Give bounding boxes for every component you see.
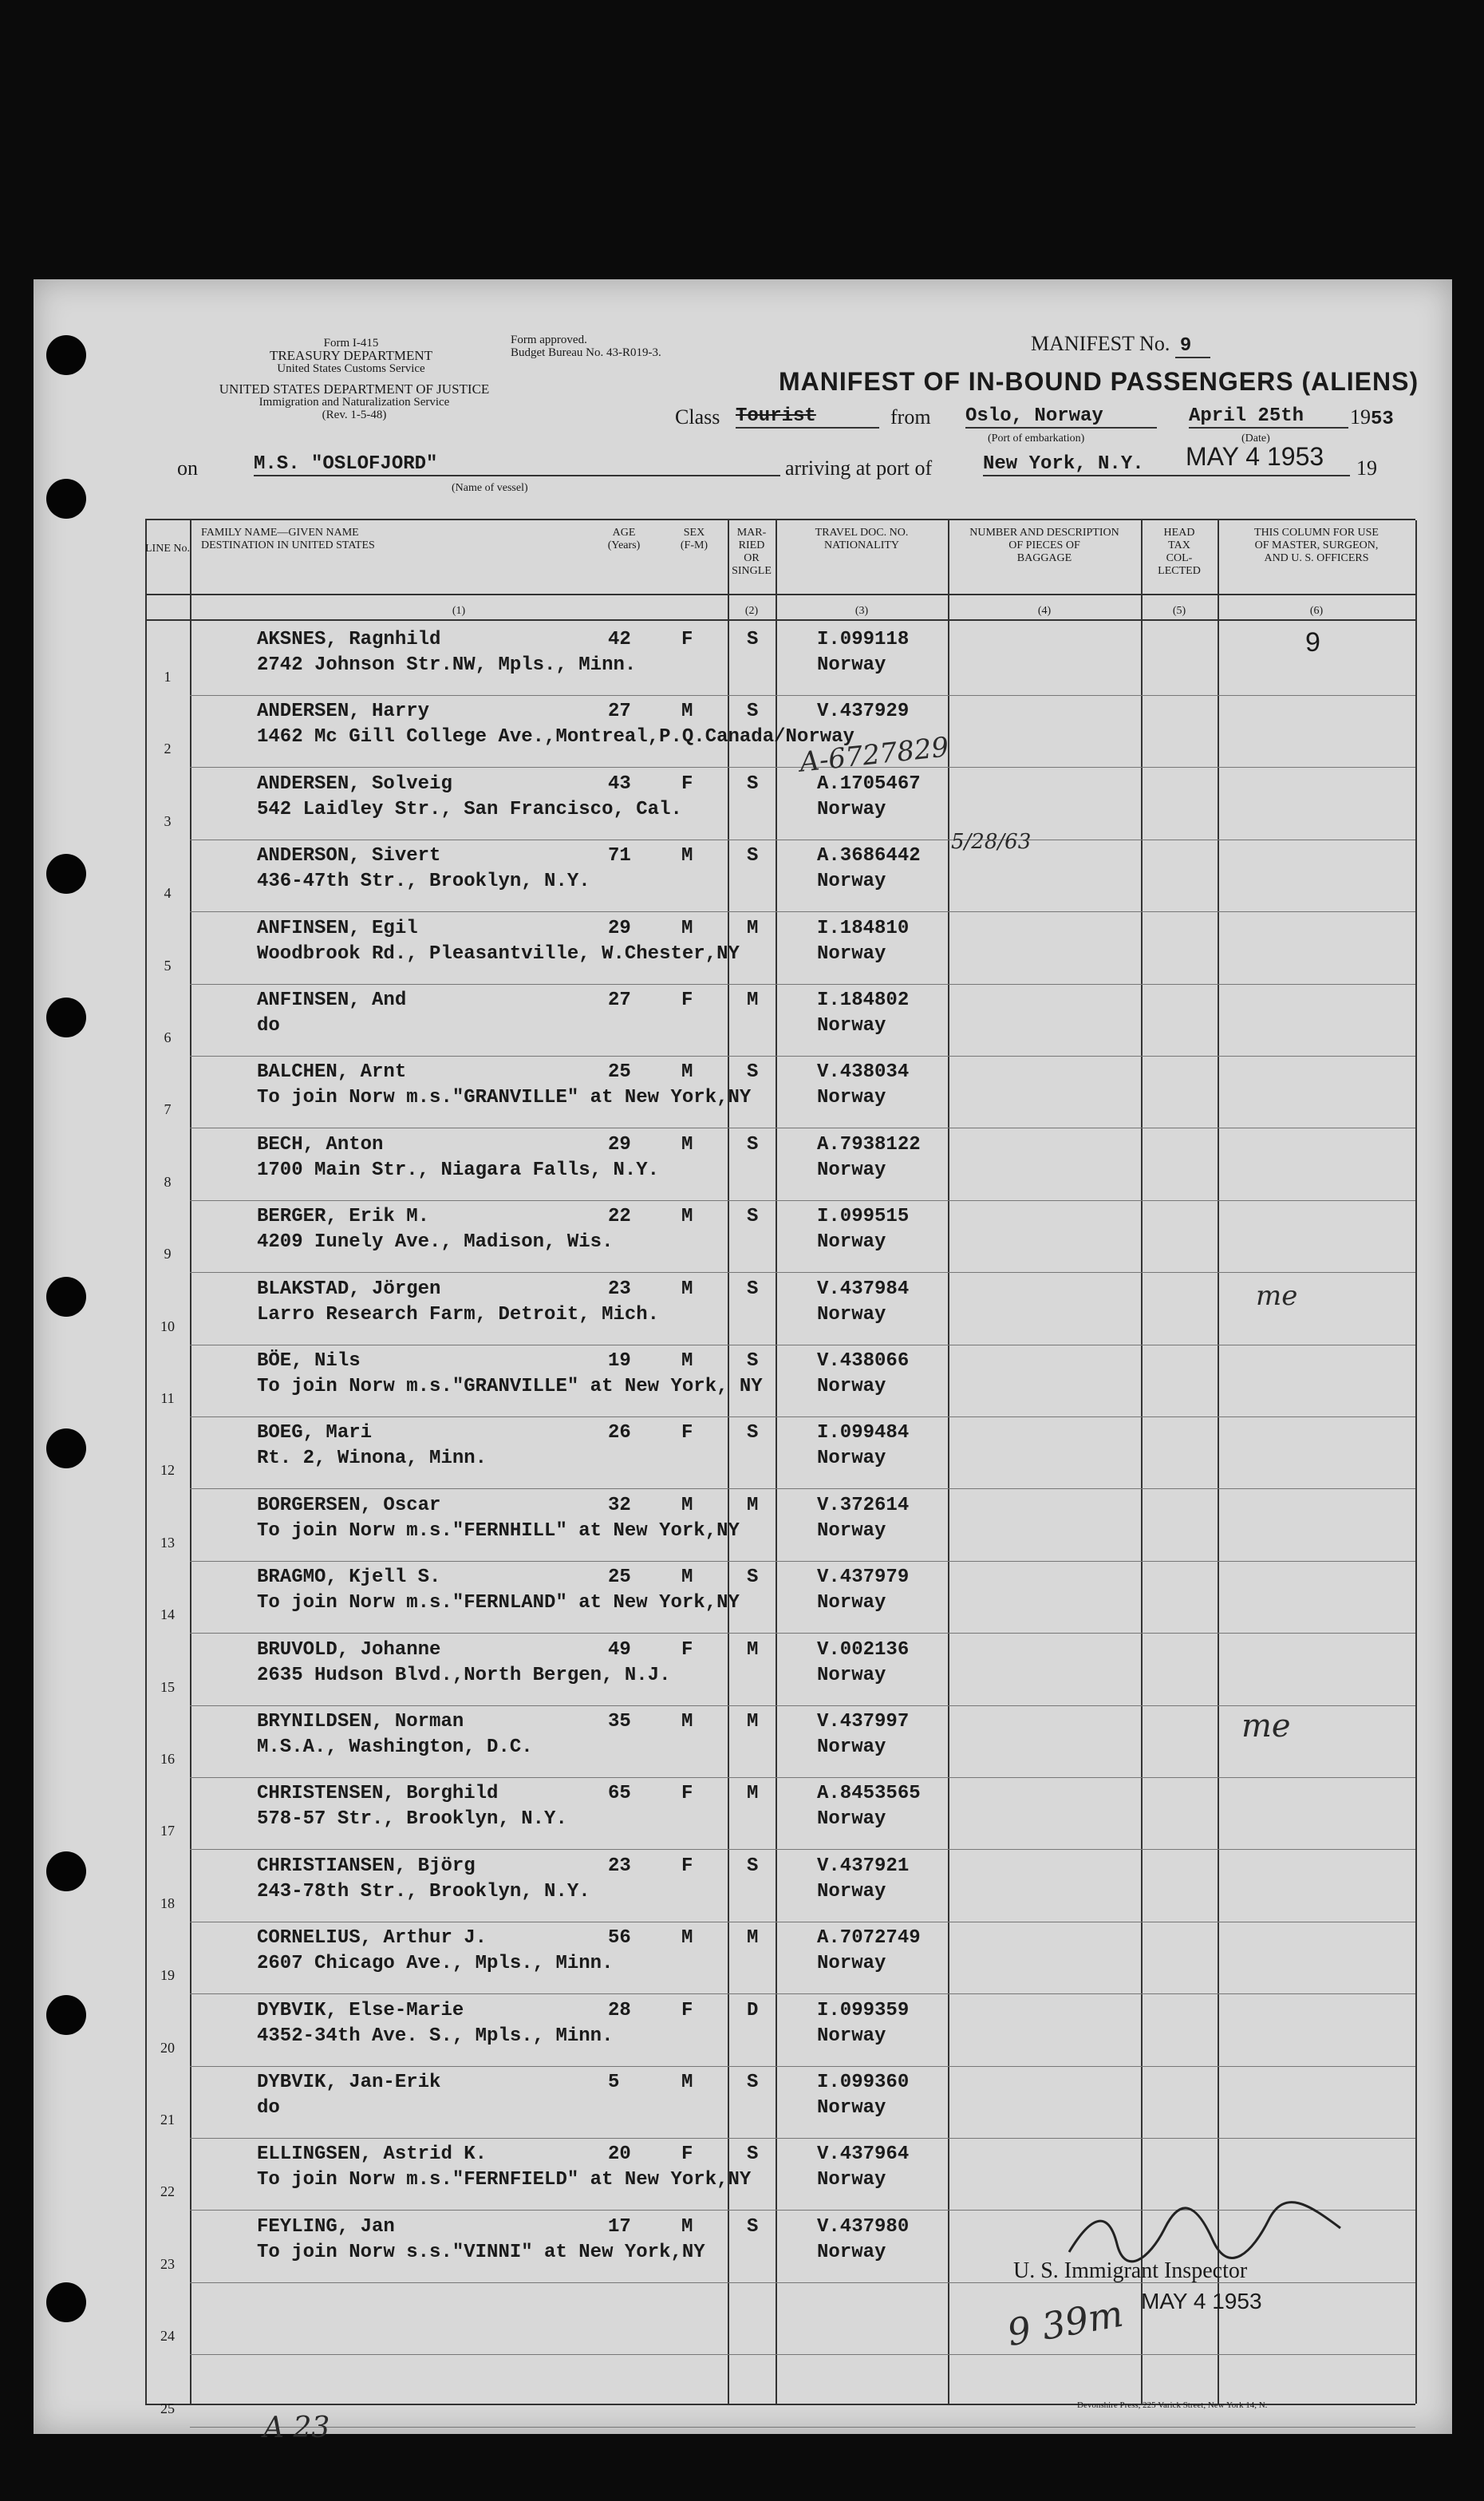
travel-doc-number: V.437979 [817, 1567, 910, 1589]
sex: F [681, 1638, 693, 1661]
col-number-6: (6) [1309, 605, 1324, 617]
marital-status: M [747, 917, 759, 939]
marital-status: S [747, 701, 759, 723]
travel-doc-number: A.7072749 [817, 1927, 921, 1950]
passenger-name: FEYLING, Jan [257, 2215, 395, 2238]
col-line-no: LINE No. [145, 543, 190, 555]
travel-doc-number: I.099118 [817, 629, 910, 650]
punch-hole [46, 854, 86, 894]
ins-title: Immigration and Naturalization Service [259, 396, 450, 409]
table-row [145, 1851, 1415, 1922]
vessel-caption: (Name of vessel) [452, 482, 528, 494]
table-row [145, 1345, 1415, 1417]
travel-doc-number: I.184802 [817, 990, 910, 1011]
passenger-name: ELLINGSEN, Astrid K. [257, 2143, 487, 2166]
line-number: 23 [160, 2255, 175, 2272]
passenger-name: BRUVOLD, Johanne [257, 1638, 441, 1661]
nationality: Norway [817, 1592, 886, 1614]
line-number: 7 [164, 1101, 172, 1118]
sex: F [681, 772, 693, 795]
manifest-number-label: MANIFEST No. 9 [1031, 332, 1210, 357]
marital-status: S [747, 1567, 759, 1589]
col-age: AGE (Years) [607, 527, 641, 551]
age: 23 [608, 1855, 631, 1877]
punch-hole [46, 998, 86, 1037]
line-number: 24 [160, 2328, 175, 2345]
nationality: Norway [817, 1159, 886, 1181]
sex: M [681, 1061, 693, 1084]
age: 65 [608, 1783, 631, 1805]
passenger-name: DYBVIK, Else-Marie [257, 1999, 464, 2021]
line-number: 11 [160, 1390, 175, 1406]
line-number: 15 [160, 1678, 175, 1695]
sex: M [681, 2072, 693, 2093]
col-number-5: (5) [1172, 605, 1186, 617]
destination: 243-78th Str., Brooklyn, N.Y. [257, 1880, 590, 1902]
passenger-name: ANDERSEN, Solveig [257, 772, 452, 795]
passenger-name: AKSNES, Ragnhild [257, 629, 441, 650]
destination: 542 Laidley Str., San Francisco, Cal. [257, 798, 682, 820]
age: 5 [608, 2072, 620, 2093]
nationality: Norway [817, 1736, 886, 1758]
travel-doc-number: V.372614 [817, 1494, 910, 1516]
punch-hole [46, 2282, 86, 2322]
line-number: 12 [160, 1462, 175, 1479]
travel-doc-number: V.437980 [817, 2215, 910, 2238]
destination: do [257, 1015, 280, 1037]
age: 20 [608, 2143, 631, 2166]
travel-doc-number: V.438066 [817, 1350, 910, 1372]
marital-status: S [747, 772, 759, 795]
sex: F [681, 2143, 693, 2166]
age: 29 [608, 917, 631, 939]
col-number-1: (1) [452, 605, 466, 617]
col-number-4: (4) [1037, 605, 1052, 617]
destination: M.S.A., Washington, D.C. [257, 1736, 533, 1758]
sex: M [681, 1567, 693, 1589]
marital-status: S [747, 629, 759, 650]
marital-status: S [747, 2143, 759, 2166]
travel-doc-number: A.3686442 [817, 845, 921, 867]
nationality: Norway [817, 2097, 886, 2119]
col-number-2: (2) [744, 605, 759, 617]
arrival-date-stamp: MAY 4 1953 [1186, 442, 1324, 471]
age: 71 [608, 845, 631, 867]
passenger-name: ANDERSON, Sivert [257, 845, 441, 867]
passenger-table [145, 519, 1415, 2416]
table-row [145, 1995, 1415, 2067]
nationality: Norway [817, 1087, 886, 1109]
age: 19 [608, 1350, 631, 1372]
line-number: 3 [164, 812, 172, 829]
sex: F [681, 629, 693, 650]
sex: M [681, 1711, 693, 1733]
budget-bureau: Budget Bureau No. 43-R019-3. [511, 346, 661, 359]
table-row [145, 1634, 1415, 1706]
table-row [145, 1057, 1415, 1128]
manifest-number: 9 [1175, 335, 1210, 358]
sex: M [681, 2215, 693, 2238]
sex: M [681, 1278, 693, 1300]
travel-doc-number: V.438034 [817, 1061, 910, 1084]
col-number-3: (3) [854, 605, 869, 617]
sex: M [681, 1494, 693, 1516]
sex: F [681, 1999, 693, 2021]
doj-title: UNITED STATES DEPARTMENT OF JUSTICE [219, 381, 490, 397]
travel-doc-number: I.099359 [817, 1999, 910, 2021]
table-row [145, 840, 1415, 912]
marital-status: D [747, 1999, 759, 2021]
marital-status: S [747, 1278, 759, 1300]
destination: 4209 Iunely Ave., Madison, Wis. [257, 1231, 614, 1254]
on-label: on [177, 456, 198, 480]
table-row [145, 1129, 1415, 1201]
age: 56 [608, 1927, 631, 1950]
travel-doc-number: I.099360 [817, 2072, 910, 2093]
destination: 4352-34th Ave. S., Mpls., Minn. [257, 2025, 614, 2047]
vessel-name: M.S. "OSLOFJORD" [254, 453, 780, 476]
line-number: 22 [160, 2183, 175, 2200]
age: 28 [608, 1999, 631, 2021]
passenger-name: ANFINSEN, Egil [257, 917, 418, 939]
destination: do [257, 2097, 280, 2119]
table-row [145, 1922, 1415, 1994]
nationality: Norway [817, 2025, 886, 2047]
col-travel-doc: TRAVEL DOC. NO. NATIONALITY [815, 527, 909, 551]
line-number: 19 [160, 1967, 175, 1984]
table-row [145, 696, 1415, 768]
age: 43 [608, 772, 631, 795]
line-number: 21 [160, 2112, 175, 2128]
destination: Rt. 2, Winona, Minn. [257, 1448, 487, 1470]
age: 17 [608, 2215, 631, 2238]
age: 32 [608, 1494, 631, 1516]
line-number: 4 [164, 885, 172, 902]
row4-handwritten-date: 5/28/63 [951, 830, 1032, 854]
marital-status: M [747, 990, 759, 1011]
passenger-name: BOEG, Mari [257, 1422, 373, 1444]
table-row [145, 1201, 1415, 1273]
line-number: 14 [160, 1606, 175, 1623]
marital-status: M [747, 1783, 759, 1805]
sex: M [681, 1927, 693, 1950]
row1-officer-mark: 9 [1305, 627, 1320, 658]
sex: M [681, 701, 693, 723]
nationality: Norway [817, 1953, 886, 1975]
marital-status: S [747, 1206, 759, 1228]
col-head-tax: HEAD TAX COL- LECTED [1158, 527, 1201, 577]
destination: 578-57 Str., Brooklyn, N.Y. [257, 1808, 567, 1831]
table-row [145, 913, 1415, 985]
year-suffix: 19 [1356, 456, 1377, 480]
age: 42 [608, 629, 631, 650]
line-number: 9 [164, 1246, 172, 1262]
marital-status: S [747, 1133, 759, 1156]
marital-status: S [747, 2072, 759, 2093]
destination: Woodbrook Rd., Pleasantville, W.Chester,NY [257, 942, 740, 965]
punch-hole [46, 1851, 86, 1891]
travel-doc-number: A.8453565 [817, 1783, 921, 1805]
row10-initials: me [1256, 1280, 1298, 1312]
row16-initials: me [1241, 1708, 1291, 1744]
travel-doc-number: I.184810 [817, 917, 910, 939]
travel-doc-number: V.002136 [817, 1638, 910, 1661]
col-baggage: NUMBER AND DESCRIPTION OF PIECES OF BAGGAGE [969, 527, 1119, 564]
sex: F [681, 1855, 693, 1877]
passenger-name: BERGER, Erik M. [257, 1206, 430, 1228]
line-number: 16 [160, 1751, 175, 1767]
embarkation-date: April 25th [1189, 405, 1348, 429]
destination: 1700 Main Str., Niagara Falls, N.Y. [257, 1159, 660, 1181]
doj-block [171, 383, 538, 421]
row3-handwritten-note: A-6727829 [798, 731, 951, 779]
passenger-name: BRYNILDSEN, Norman [257, 1711, 464, 1733]
destination: To join Norw m.s."FERNFIELD" at New York,NY [257, 2169, 752, 2191]
destination: 2607 Chicago Ave., Mpls., Minn. [257, 1953, 614, 1975]
marital-status: S [747, 1855, 759, 1877]
table-row [145, 1417, 1415, 1489]
customs-service: United States Customs Service [277, 362, 425, 375]
form-approved: Form approved. [511, 334, 587, 346]
col-married: MAR- RIED OR SINGLE [732, 527, 772, 577]
form-number: Form I-415 [323, 337, 379, 350]
age: 23 [608, 1278, 631, 1300]
col-sex: SEX (F-M) [680, 527, 708, 551]
nationality: Norway [817, 1231, 886, 1254]
class-label: Class [675, 405, 720, 429]
nationality: Norway [817, 1448, 886, 1470]
line-number: 8 [164, 1173, 172, 1190]
age: 27 [608, 701, 631, 723]
destination: To join Norw m.s."GRANVILLE" at New York,NY [257, 1087, 752, 1109]
line-number: 17 [160, 1823, 175, 1839]
line-number: 5 [164, 957, 172, 974]
line-number: 2 [164, 741, 172, 757]
line-number: 10 [160, 1318, 175, 1334]
sex: M [681, 917, 693, 939]
travel-doc-number: I.099515 [817, 1206, 910, 1228]
passenger-name: ANFINSEN, And [257, 990, 407, 1011]
nationality: Norway [817, 871, 886, 893]
passenger-name: CORNELIUS, Arthur J. [257, 1927, 487, 1950]
table-row [145, 2356, 1415, 2428]
destination: To join Norw m.s."FERNHILL" at New York,NY [257, 1519, 740, 1542]
destination: 2635 Hudson Blvd.,North Bergen, N.J. [257, 1664, 671, 1686]
age: 25 [608, 1567, 631, 1589]
line-number: 13 [160, 1534, 175, 1551]
marital-status: S [747, 1350, 759, 1372]
arrival-port: New York, N.Y. [983, 453, 1350, 476]
year-label: 1953 [1350, 405, 1394, 430]
nationality: Norway [817, 1303, 886, 1326]
col-officers: THIS COLUMN FOR USE OF MASTER, SURGEON, AND U. S. OFFICERS [1254, 527, 1379, 564]
marital-status: M [747, 1711, 759, 1733]
treasury-department: TREASURY DEPARTMENT [269, 348, 433, 363]
punch-hole [46, 1428, 86, 1468]
nationality: Norway [817, 1664, 886, 1686]
marital-status: M [747, 1638, 759, 1661]
age: 26 [608, 1422, 631, 1444]
destination: To join Norw s.s."VINNI" at New York,NY [257, 2241, 705, 2263]
passenger-name: BLAKSTAD, Jörgen [257, 1278, 441, 1300]
passenger-name: BALCHEN, Arnt [257, 1061, 407, 1084]
age: 35 [608, 1711, 631, 1733]
printer-imprint: Devonshire Press, 225 Varick Street, New York 14, N. [1077, 2400, 1268, 2410]
line-number: 1 [164, 669, 172, 685]
travel-doc-number: A.1705467 [817, 772, 921, 795]
nationality: Norway [817, 942, 886, 965]
age: 29 [608, 1133, 631, 1156]
sex: M [681, 845, 693, 867]
inspector-date-stamp: MAY 4 1953 [1141, 2289, 1262, 2313]
travel-doc-number: I.099484 [817, 1422, 910, 1444]
nationality: Norway [817, 1519, 886, 1542]
nationality: Norway [817, 1880, 886, 1902]
form-header-block [239, 337, 463, 375]
age: 25 [608, 1061, 631, 1084]
sex: F [681, 990, 693, 1011]
passenger-name: BORGERSEN, Oscar [257, 1494, 441, 1516]
destination: Larro Research Farm, Detroit, Mich. [257, 1303, 660, 1326]
marital-status: S [747, 2215, 759, 2238]
date-caption: (Date) [1241, 433, 1270, 444]
table-row [145, 1562, 1415, 1634]
age: 27 [608, 990, 631, 1011]
table-row [145, 1706, 1415, 1778]
destination: To join Norw m.s."GRANVILLE" at New York, NY [257, 1376, 763, 1397]
passenger-name: ANDERSEN, Harry [257, 701, 430, 723]
nationality: Norway [817, 1376, 886, 1397]
travel-doc-number: A.7938122 [817, 1133, 921, 1156]
passenger-name: DYBVIK, Jan-Erik [257, 2072, 441, 2093]
destination: 436-47th Str., Brooklyn, N.Y. [257, 871, 590, 893]
nationality: Norway [817, 654, 886, 676]
travel-doc-number: V.437921 [817, 1855, 910, 1877]
table-row [145, 1490, 1415, 1562]
destination: 2742 Johnson Str.NW, Mpls., Minn. [257, 654, 637, 676]
inspector-label: U. S. Immigrant Inspector [1013, 2258, 1248, 2283]
sex: M [681, 1133, 693, 1156]
sex: M [681, 1206, 693, 1228]
age: 22 [608, 1206, 631, 1228]
embarkation-port: Oslo, Norway [965, 405, 1157, 429]
nationality: Norway [817, 1808, 886, 1831]
revision: (Rev. 1-5-48) [322, 409, 387, 421]
manifest-title: MANIFEST OF IN-BOUND PASSENGERS (ALIENS) [779, 367, 1419, 396]
marital-status: S [747, 1061, 759, 1084]
marital-status: M [747, 1927, 759, 1950]
footer-handwritten-note: A 23 [263, 2412, 330, 2444]
from-label: from [890, 405, 931, 429]
line-number: 25 [160, 2400, 175, 2416]
punch-hole [46, 1277, 86, 1317]
year-value: 53 [1371, 409, 1394, 430]
travel-doc-number: V.437964 [817, 2143, 910, 2166]
class-value: Tourist [736, 405, 879, 429]
punch-hole [46, 1995, 86, 2035]
bottom-initials: 9 39m [1004, 2291, 1127, 2355]
marital-status: S [747, 1422, 759, 1444]
passenger-name: CHRISTENSEN, Borghild [257, 1783, 499, 1805]
col-name: FAMILY NAME—GIVEN NAME DESTINATION IN UNITED STATES [201, 527, 375, 551]
line-number: 6 [164, 1029, 172, 1045]
approval-block [511, 334, 661, 359]
sex: F [681, 1783, 693, 1805]
marital-status: M [747, 1494, 759, 1516]
marital-status: S [747, 845, 759, 867]
arriving-label: arriving at port of [785, 456, 933, 480]
travel-doc-number: V.437984 [817, 1278, 910, 1300]
table-row [145, 1778, 1415, 1850]
nationality: Norway [817, 2169, 886, 2191]
nationality: Norway [817, 798, 886, 820]
table-row [145, 624, 1415, 696]
travel-doc-number: V.437929 [817, 701, 910, 723]
destination: 1462 Mc Gill College Ave.,Montreal,P.Q.Canada/Norway [257, 726, 854, 749]
passenger-name: BECH, Anton [257, 1133, 384, 1156]
nationality: Norway [817, 2241, 886, 2263]
travel-doc-number: V.437997 [817, 1711, 910, 1733]
inspector-signature [1061, 2196, 1348, 2268]
nationality: Norway [817, 1015, 886, 1037]
age: 49 [608, 1638, 631, 1661]
punch-hole [46, 479, 86, 519]
table-row [145, 1274, 1415, 1345]
punch-hole [46, 335, 86, 375]
passenger-name: BÖE, Nils [257, 1350, 361, 1372]
table-row [145, 768, 1415, 840]
sex: F [681, 1422, 693, 1444]
sex: M [681, 1350, 693, 1372]
port-caption: (Port of embarkation) [988, 433, 1085, 444]
destination: To join Norw m.s."FERNLAND" at New York,NY [257, 1592, 740, 1614]
passenger-name: CHRISTIANSEN, Björg [257, 1855, 476, 1877]
table-row [145, 985, 1415, 1057]
line-number: 18 [160, 1895, 175, 1911]
table-row [145, 2067, 1415, 2139]
passenger-name: BRAGMO, Kjell S. [257, 1567, 441, 1589]
line-number: 20 [160, 2039, 175, 2056]
